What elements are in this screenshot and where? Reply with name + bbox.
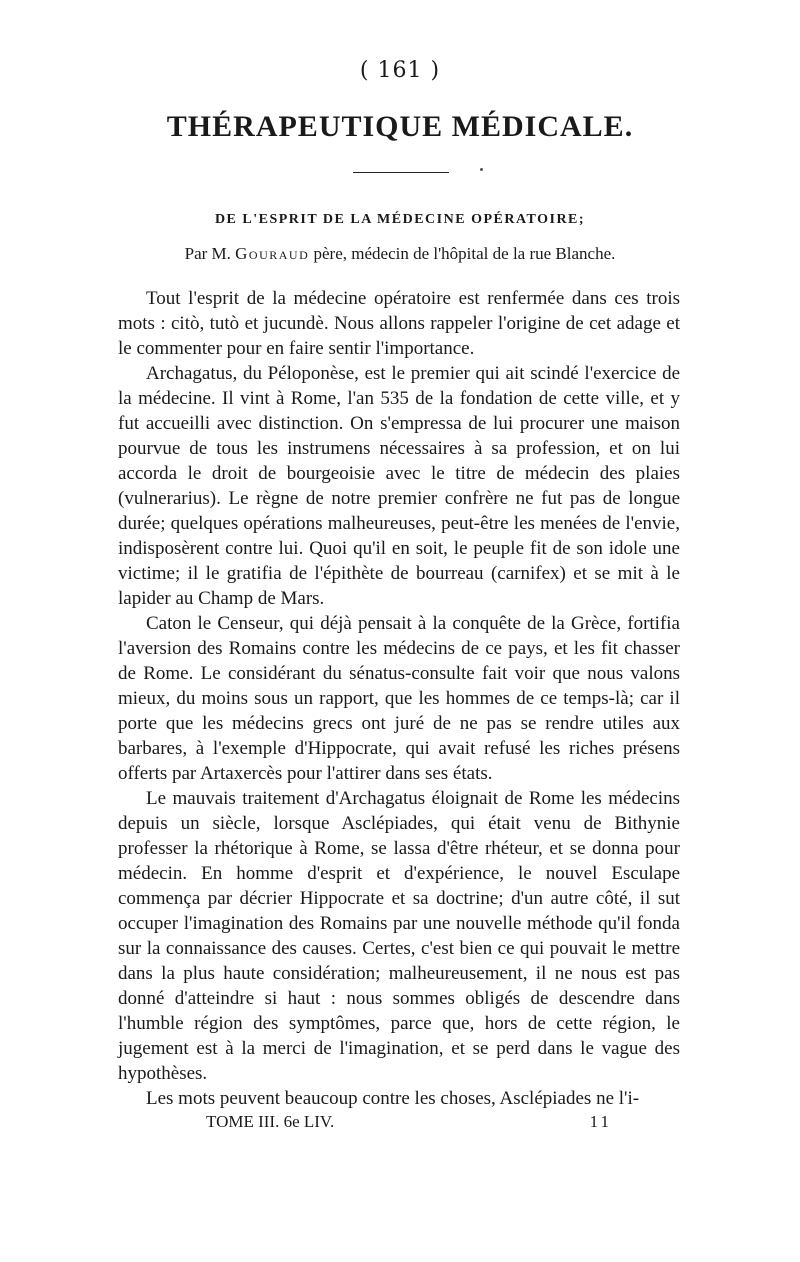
paragraph: Tout l'esprit de la médecine opératoire est renfermée dans ces trois mots : citò, tutò et jucundè. Nous allons rappeler l'origine de cet adage et le commenter pour en faire sentir l'importance.: [118, 288, 680, 359]
byline-prefix: Par M.: [184, 244, 236, 263]
paragraph: Le mauvais traitement d'Archagatus éloignait de Rome les médecins depuis un siècle, lorsque Asclépiades, qui était venu de Bithynie professer la rhétorique à Rome, se lassa d'être rhéteur, et se donna pour médecin. En homme d'esprit et d'expérience, le nouvel Esculape commença par décrier Hippocrate et sa doctrine; d'un autre côté, il sut occuper l'imagination des Romains par une nouvelle méthode qu'il fonda sur la connaissance des causes. Certes, c'est bien ce qui pouvait le mettre dans la plus haute considération; malheureusement, il ne nous est pas donné d'atteindre si haut : nous sommes obligés de descendre dans l'humble région des symptômes, parce que, hors de cette région, le jugement est à la merci de l'imagination, et se perd dans le vague des hypothèses.: [118, 788, 680, 1084]
paragraph: Archagatus, du Péloponèse, est le premier qui ait scindé l'exercice de la médecine. Il vint à Rome, l'an 535 de la fondation de cette ville, et y fut accueilli avec distinction. On s'empressa de lui procurer une maison pourvue de tous les instrumens nécessaires à sa profession, et on lui accorda le droit de bourgeoisie avec le titre de médecin des plaies (vulnerarius). Le règne de notre premier confrère ne fut pas de longue durée; quelques opérations malheureuses, peut-être les menées de l'envie, indisposèrent contre lui. Quoi qu'il en soit, le peuple fit de son idole une victime; il le gratifia de l'épithète de bourreau (carnifex) et se mit à le lapider au Champ de Mars.: [118, 363, 680, 609]
page-number: ( 161 ): [359, 58, 441, 83]
paragraph: Les mots peuvent beaucoup contre les choses, Asclépiades ne l'i-: [146, 1088, 640, 1109]
author-name: Gouraud: [235, 244, 310, 263]
article-body: [118, 286, 680, 1111]
byline: [0, 244, 800, 264]
page-footer: [118, 1112, 680, 1132]
title-rule: [353, 172, 449, 173]
paragraph: Caton le Censeur, qui déjà pensait à la conquête de la Grèce, fortifia l'aversion des Romains contre les médecins de ce pays, et les fit chasser de Rome. Le considérant du sénatus-consulte fait voir que nous valons mieux, du moins sous un rapport, que les hommes de ce temps-là; car il porte que les médecins grecs ont juré de ne pas se rendre utiles aux barbares, à l'exemple d'Hippocrate, qui avait refusé les riches présens offerts par Artaxercès pour l'attirer dans ses états.: [118, 613, 680, 784]
article-title: DE L'ESPRIT DE LA MÉDECINE OPÉRATOIRE;: [214, 212, 586, 227]
section-title: THÉRAPEUTIQUE MÉDICALE.: [166, 110, 634, 143]
decorative-dot: [480, 168, 483, 171]
byline-suffix: père, médecin de l'hôpital de la rue Blanche.: [309, 244, 616, 263]
sheet-number: 11: [589, 1112, 612, 1131]
signature-mark: TOME III. 6e LIV.: [206, 1112, 335, 1131]
